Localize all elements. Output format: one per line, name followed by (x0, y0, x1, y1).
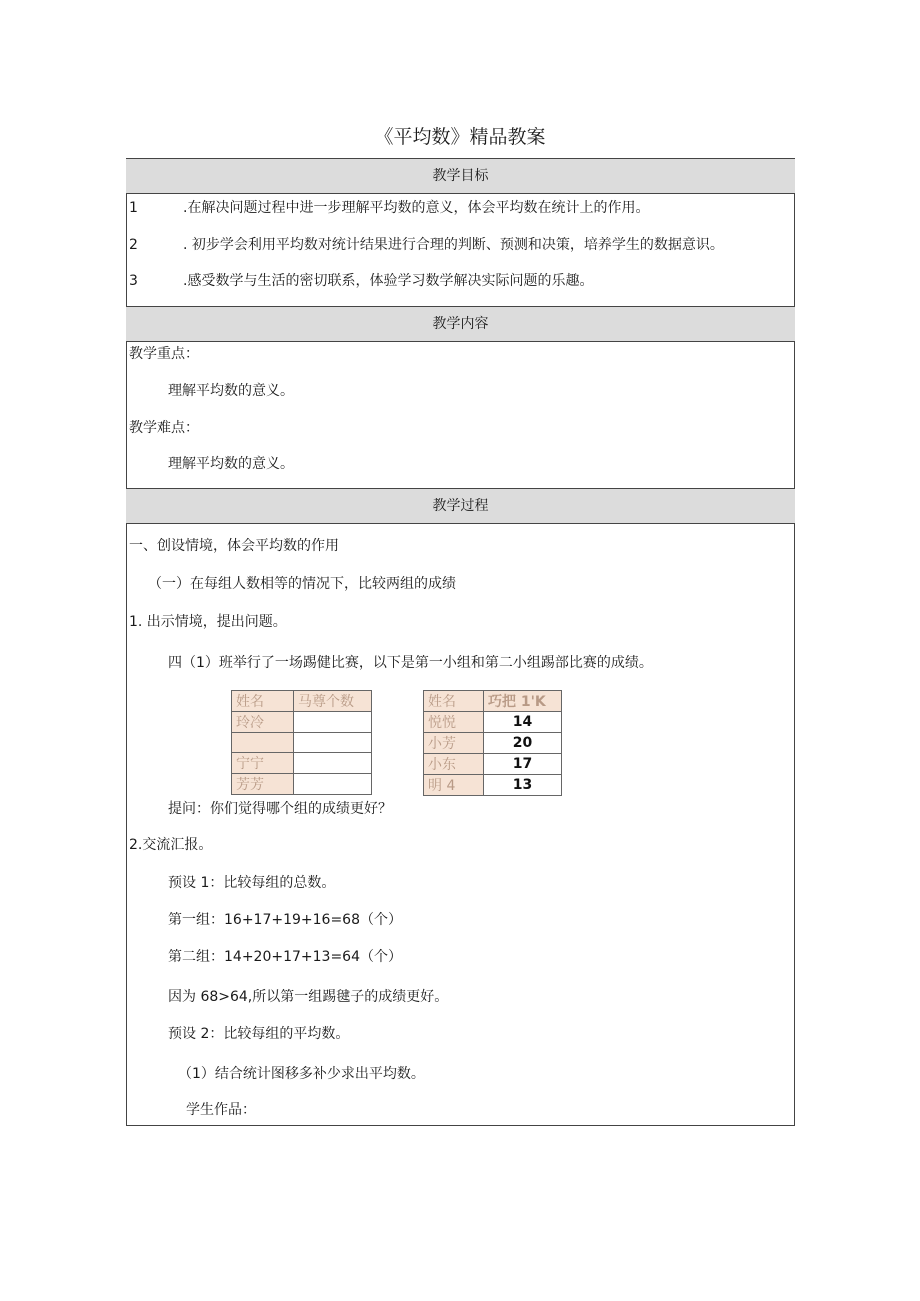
table2-value-cell: 13 (484, 775, 562, 796)
student-work-line: 学生作品： (186, 1102, 256, 1118)
table2-value-cell: 17 (484, 754, 562, 775)
table1-value-cell (294, 712, 372, 733)
table2-header-name: 姓名 (424, 691, 484, 712)
table1-name-cell: 玲冷 (232, 712, 294, 733)
average-method-line: （1）结合统计图移多补少求出平均数。 (178, 1066, 425, 1082)
table-row (232, 774, 372, 795)
table1-name-cell: 宁宁 (232, 753, 294, 774)
table2-value-cell: 20 (484, 733, 562, 754)
table1-header-name: 姓名 (232, 691, 294, 712)
group-one-sum-line: 第一组：16+17+19+16=68（个） (168, 912, 402, 928)
table1-value-cell (294, 733, 372, 753)
lesson-plan-frame (126, 158, 795, 1126)
key-point-text: 理解平均数的意义。 (168, 383, 294, 399)
objectives-header: 教学目标 (126, 158, 795, 194)
objective-2-text: . 初步学会利用平均数对统计结果进行合理的判断、预测和决策，培养学生的数据意识。 (183, 237, 724, 253)
table2-name-cell: 明 4 (424, 775, 484, 796)
preset-1-line: 预设 1：比较每组的总数。 (168, 875, 336, 891)
preset-2-line: 预设 2：比较每组的平均数。 (168, 1026, 350, 1042)
group-two-sum-line: 第二组：14+20+17+13=64（个） (168, 949, 402, 965)
objective-3-number: 3 (129, 273, 138, 289)
table1-name-cell: 芳芳 (232, 774, 294, 795)
table2-value-cell: 14 (484, 712, 562, 733)
group-two-score-table (423, 690, 562, 796)
table-row (424, 754, 562, 775)
table2-header-count: 巧把 1'K (484, 691, 562, 712)
conclusion-line: 因为 68>64,所以第一组踢毽子的成绩更好。 (168, 989, 449, 1005)
document-title: 《平均数》精品教案 (374, 126, 546, 148)
process-line-3: 1. 出示情境，提出问题。 (129, 614, 287, 630)
table1-value-cell (294, 774, 372, 795)
table2-name-cell: 悦悦 (424, 712, 484, 733)
question-line: 提问：你们觉得哪个组的成绩更好？ (168, 801, 392, 817)
table2-name-cell: 小芳 (424, 733, 484, 754)
process-header: 教学过程 (126, 488, 795, 524)
group-one-score-table (231, 690, 372, 795)
table1-header-count: 马尊个数 (294, 691, 372, 712)
objective-2-number: 2 (129, 237, 138, 253)
table-row (424, 712, 562, 733)
table-row (424, 775, 562, 796)
table-row (424, 691, 562, 712)
report-step-line: 2.交流汇报。 (129, 837, 213, 853)
objective-1-text: .在解决问题过程中进一步理解平均数的意义，体会平均数在统计上的作用。 (183, 200, 650, 216)
process-line-1: 一、创设情境，体会平均数的作用 (129, 538, 339, 554)
process-line-4: 四（1）班举行了一场踢健比赛，以下是第一小组和第二小组踢部比赛的成绩。 (168, 655, 653, 671)
objective-1-number: 1 (129, 200, 138, 216)
table1-value-cell (294, 753, 372, 774)
table2-name-cell: 小东 (424, 754, 484, 775)
table-row (232, 691, 372, 712)
content-header: 教学内容 (126, 306, 795, 342)
table1-name-cell (232, 733, 294, 753)
table-row (232, 753, 372, 774)
key-point-label: 教学重点： (129, 346, 199, 362)
table-row (424, 733, 562, 754)
table-row (232, 733, 372, 753)
objective-3-text: .感受数学与生活的密切联系，体验学习数学解决实际问题的乐趣。 (183, 273, 594, 289)
process-line-2: （一）在每组人数相等的情况下，比较两组的成绩 (148, 576, 456, 592)
table-row (232, 712, 372, 733)
difficulty-label: 教学难点： (129, 420, 199, 436)
difficulty-text: 理解平均数的意义。 (168, 456, 294, 472)
